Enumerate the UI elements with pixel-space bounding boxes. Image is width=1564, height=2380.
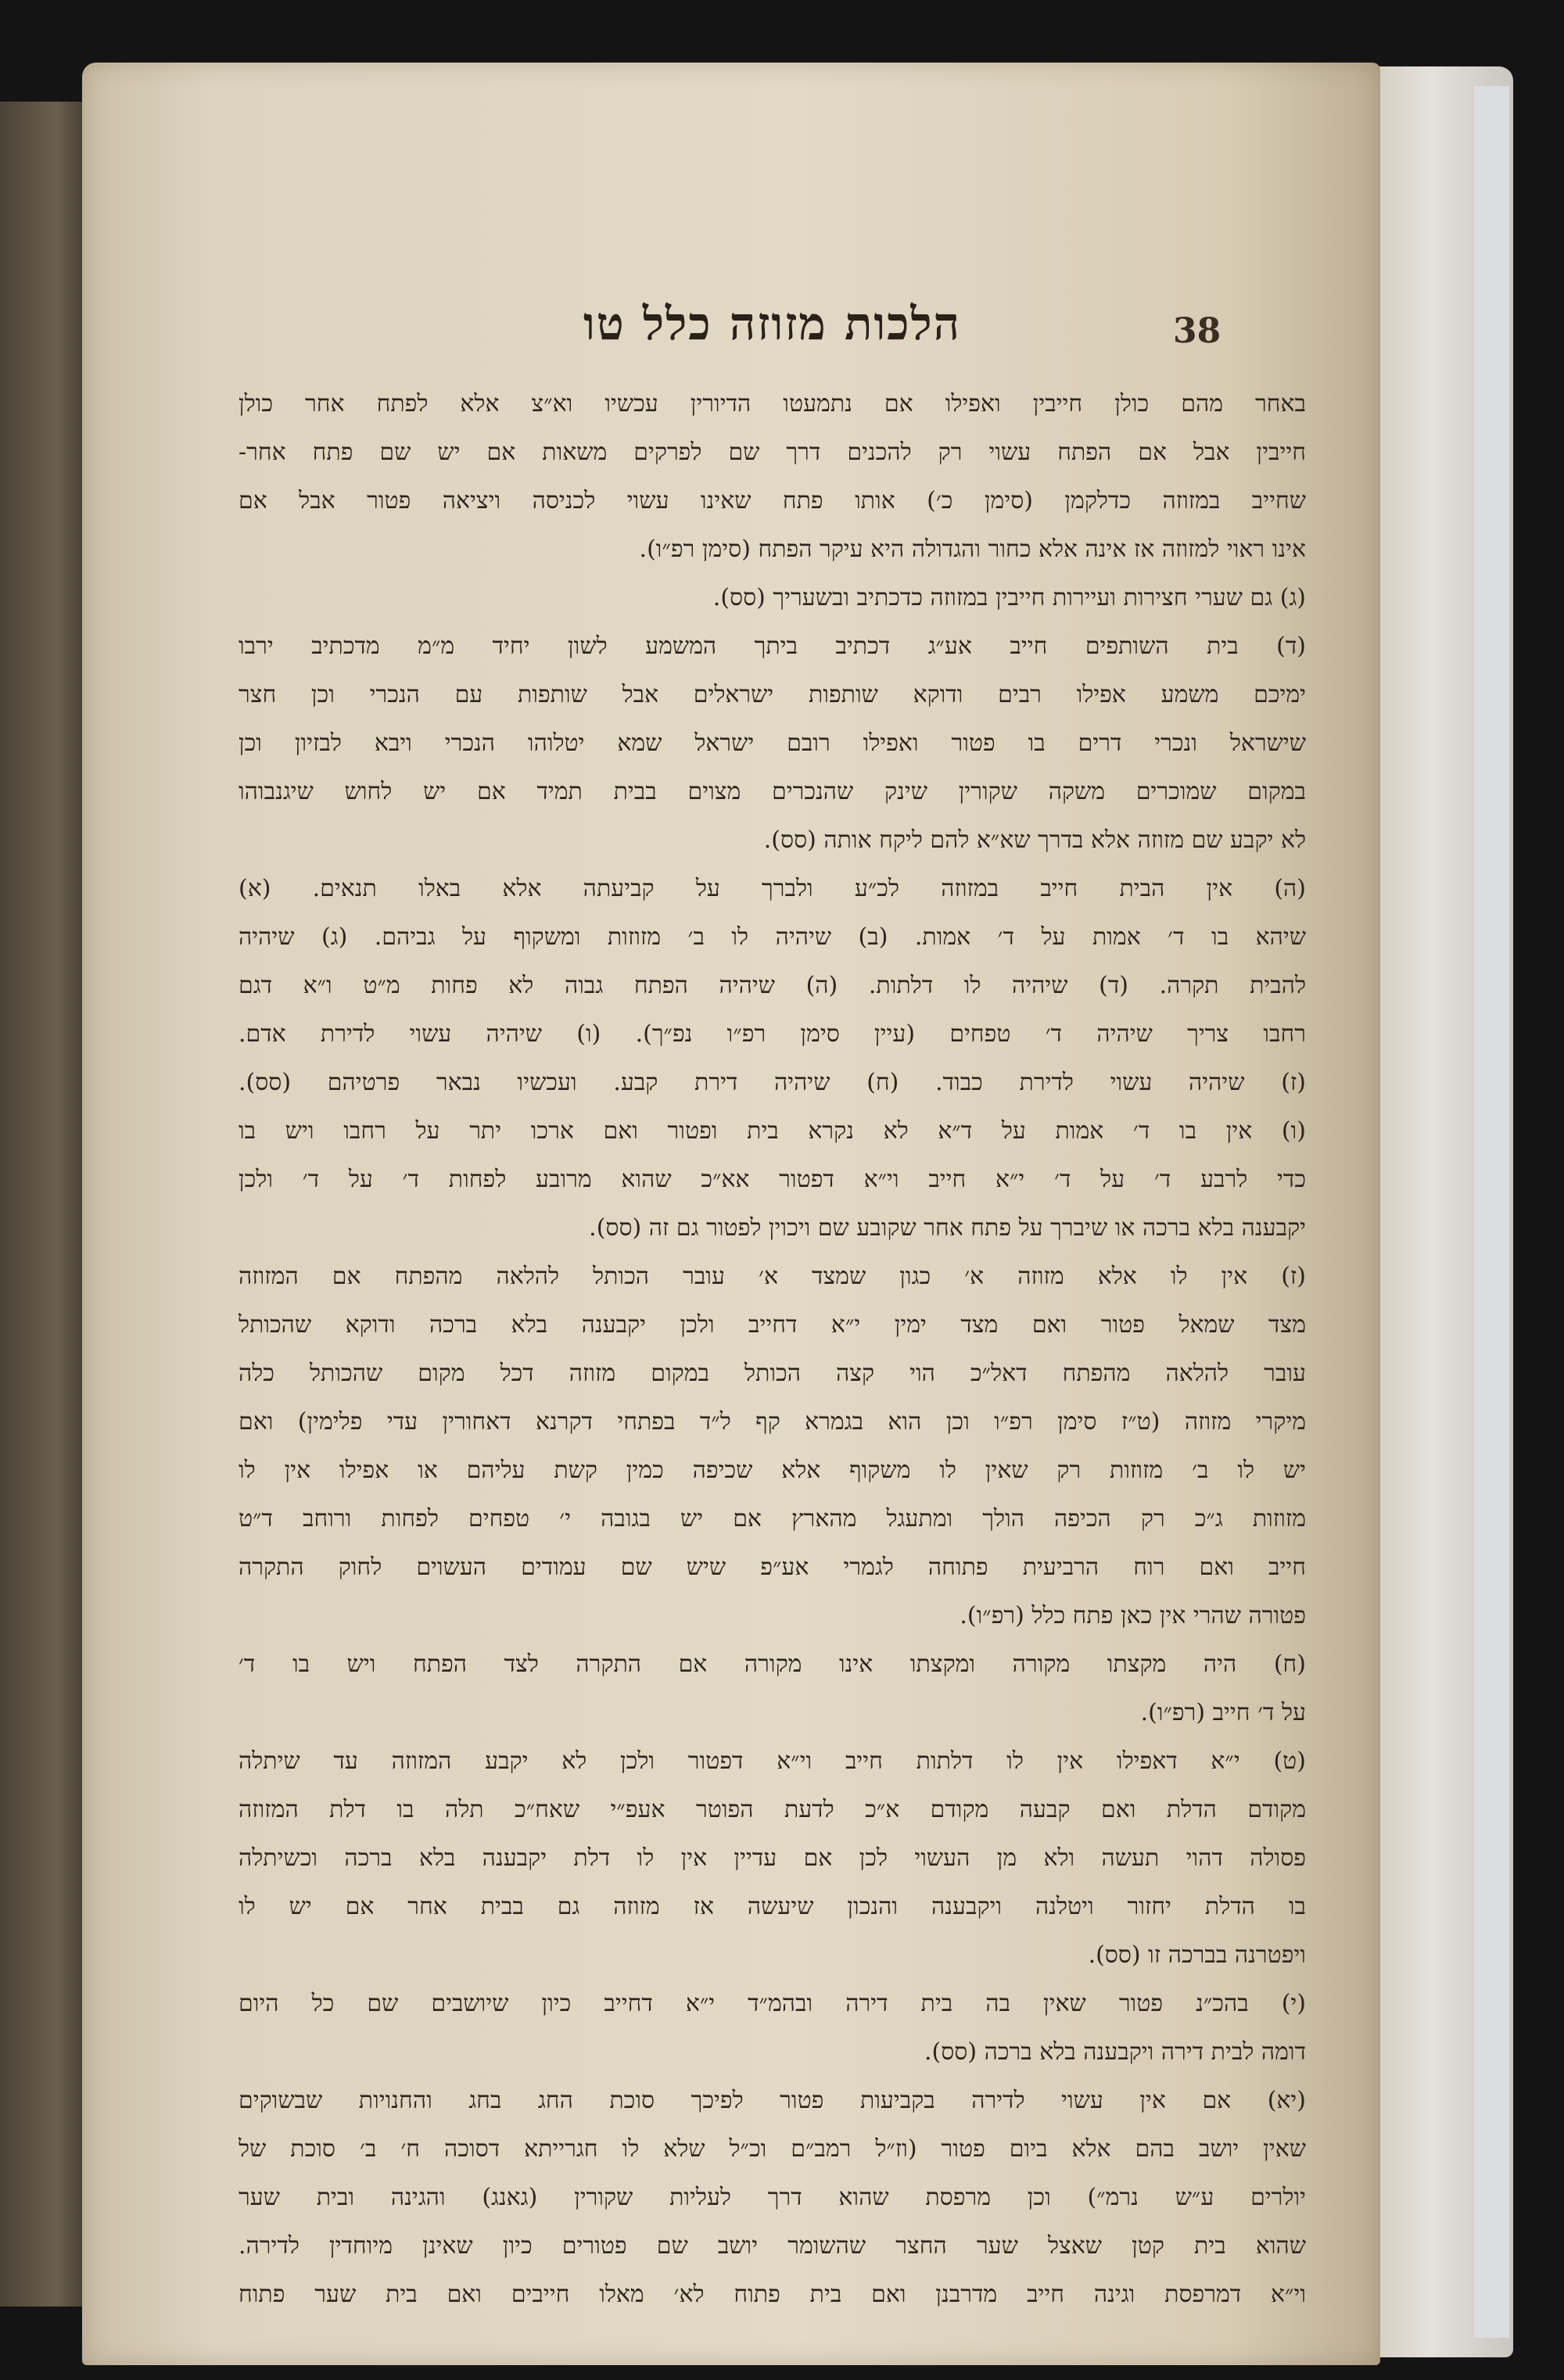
text-line: (ט) י״א דאפילו אין לו דלתות חייב וי״א דפטור ולכן לא יקבע המזוזה עד שיתלה [239,1747,1306,1775]
book-cover-edge [1474,86,1509,2338]
text-line: על ד׳ חייב (רפ״ו). [1140,1699,1306,1726]
text-line: שאין יושב בהם אלא ביום פטור (וז״ל רמב״ם וכ״ל שלא לו חגרייתא דסוכה ח׳ ב׳ סוכת של [239,2135,1306,2163]
text-line: וי״א דמרפסת וגינה חייב מדרבנן ואם בית פתוח לא׳ מאלו חייבים ואם בית שער פתוח [239,2281,1306,2308]
text-line: יקבענה בלא ברכה או שיברך על פתח אחר שקובע שם ויכוין לפטור גם זה (סס). [589,1214,1306,1242]
text-line: אינו ראוי למזוזה אז אינה אלא כחור והגדולה היא עיקר הפתח (סימן רפ״ו). [639,536,1306,563]
text-line: באחר מהם כולן חייבין ואפילו אם נתמעטו הדיורין עכשיו וא״צ אלא לפתח אחר כולן [239,390,1306,418]
text-line: מזוזות ג״כ רק הכיפה הולך ומתעגל מהארץ אם יש בגובה י׳ טפחים לפחות ורוחב ד״ט [239,1505,1306,1532]
text-line: שהוא בית קטן שאצל שער החצר שהשומר יושב שם פטורים כיון שאינן מיוחדין לדירה. [239,2232,1306,2260]
book-page [82,63,1380,2365]
text-line: (ה) אין הבית חייב במזוזה לכ״ע ולברך על קביעתה אלא באלו תנאים. (א) [239,875,1306,902]
text-line: (ו) אין בו ד׳ אמות על ד״א לא נקרא בית ופטור ואם ארכו יתר על רחבו ויש בו [239,1117,1306,1145]
text-line: (יא) אם אין עשוי לדירה בקביעות פטור לפיכך סוכת החג בחג והחנויות שבשוקים [239,2087,1306,2114]
page-title: הלכות מזוזה כלל טו [583,297,962,350]
facing-page-edge [0,102,94,2307]
text-line: פטורה שהרי אין כאן פתח כלל (רפ״ו). [960,1602,1306,1629]
text-line: פסולה דהוי תעשה ולא מן העשוי לכן אם עדיין אין לו דלת יקבענה בלא ברכה וכשיתלה [239,1844,1306,1872]
text-line: יש לו ב׳ מזוזות רק שאין לו משקוף אלא שכיפה כמין קשת עליהם או אפילו אין לו [239,1457,1306,1484]
text-line: עובר להלאה מהפתח דאל״כ הוי קצה הכותל במקום מזוזה דכל מקום שהכותל כלה [239,1360,1306,1387]
text-line: דומה לבית דירה ויקבענה בלא ברכה (סס). [924,2038,1306,2066]
text-line: מקודם הדלת ואם קבעה מקודם א״כ לדעת הפוטר אעפ״י שאח״כ תלה בו דלת המזוזה [239,1796,1306,1823]
text-line: יולרים ע״ש נרמ״) וכן מרפסת שהוא דרך לעליות שקורין (גאנג) והגינה ובית שער [239,2184,1306,2211]
text-line: כדי לרבע ד׳ על ד׳ י״א חייב וי״א דפטור אא״כ שהוא מרובע לפחות ד׳ על ד׳ ולכן [239,1166,1306,1193]
text-line: מצד שמאל פטור ואם מצד ימין י״א דחייב ולכן יקבענה בלא ברכה ודוקא שהכותל [239,1311,1306,1339]
text-line: (ז) שיהיה עשוי לדירת כבוד. (ח) שיהיה דירת קבע. ועכשיו נבאר פרטיהם (סס). [239,1069,1306,1096]
text-line: להבית תקרה. (ד) שיהיה לו דלתות. (ה) שיהיה הפתח גבוה לא פחות מ״ט ו״א דגם [239,972,1306,999]
text-line: בו הדלת יחזור ויטלנה ויקבענה והנכון שיעשה אז מזוזה גם בבית אחר אם יש לו [239,1893,1306,1920]
text-line: (ח) היה מקצתו מקורה ומקצתו אינו מקורה אם התקרה לצד הפתח ויש בו ד׳ [239,1651,1306,1678]
text-line: מיקרי מזוזה (ט״ז סימן רפ״ו וכן הוא בגמרא קף ל״ד בפתחי דקרנא דאחורין עדי פלימין) ואם [239,1408,1306,1436]
text-line: חייב ואם רוח הרביעית פתוחה לגמרי אע״פ שיש שם עמודים העשוים לחוק התקרה [239,1554,1306,1581]
text-line: לא יקבע שם מזוזה אלא בדרך שא״א להם ליקח אותה (סס). [763,826,1306,854]
text-line: ויפטרנה בברכה זו (סס). [1088,1941,1306,1969]
text-line: במקום שמוכרים משקה שקורין שינק שהנכרים מצוים בבית תמיד אם יש לחוש שיגנבוהו [239,778,1306,805]
text-line: ימיכם משמע אפילו רבים ודוקא שותפות ישראלים אבל שותפות עם הנכרי וכן חצר [239,681,1306,708]
text-line: שיהא בו ד׳ אמות על ד׳ אמות. (ב) שיהיה לו ב׳ מזוזות ומשקוף על גביהם. (ג) שיהיה [239,923,1306,951]
page-number: 38 [1173,311,1221,351]
text-line: (י) בהכ״נ פטור שאין בה בית דירה ובהמ״ד י״א דחייב כיון שיושבים שם כל היום [239,1990,1306,2017]
text-body [239,380,1306,2319]
text-line: (ז) אין לו אלא מזוזה א׳ כגון שמצד א׳ עובר הכותל להלאה מהפתח אם המזוזה [239,1263,1306,1290]
page-content [239,297,1306,2308]
text-line: (ג) גם שערי חצירות ועיירות חייבין במזוזה כדכתיב ובשעריך (סס). [712,584,1306,611]
text-line: שחייב במזוזה כדלקמן (סימן כ׳) אותו פתח שאינו עשוי לכניסה ויציאה פטור אבל אם [239,487,1306,514]
text-line: רחבו צריך שיהיה ד׳ טפחים (עיין סימן רפ״ו נפ״ך). (ו) שיהיה עשוי לדירת אדם. [239,1020,1306,1048]
text-line: (ד) בית השותפים חייב אע״ג דכתיב ביתך המשמע לשון יחיד מ״מ מדכתיב ירבו [239,633,1306,660]
text-line: שישראל ונכרי דרים בו פטור ואפילו רובם ישראל שמא יטלוהו הנכרי ויבא לבזיון וכן [239,729,1306,757]
text-line: חייבין אבל אם הפתח עשוי רק להכנים דרך שם לפרקים משאות אם יש שם פתח אחר- [239,439,1306,466]
